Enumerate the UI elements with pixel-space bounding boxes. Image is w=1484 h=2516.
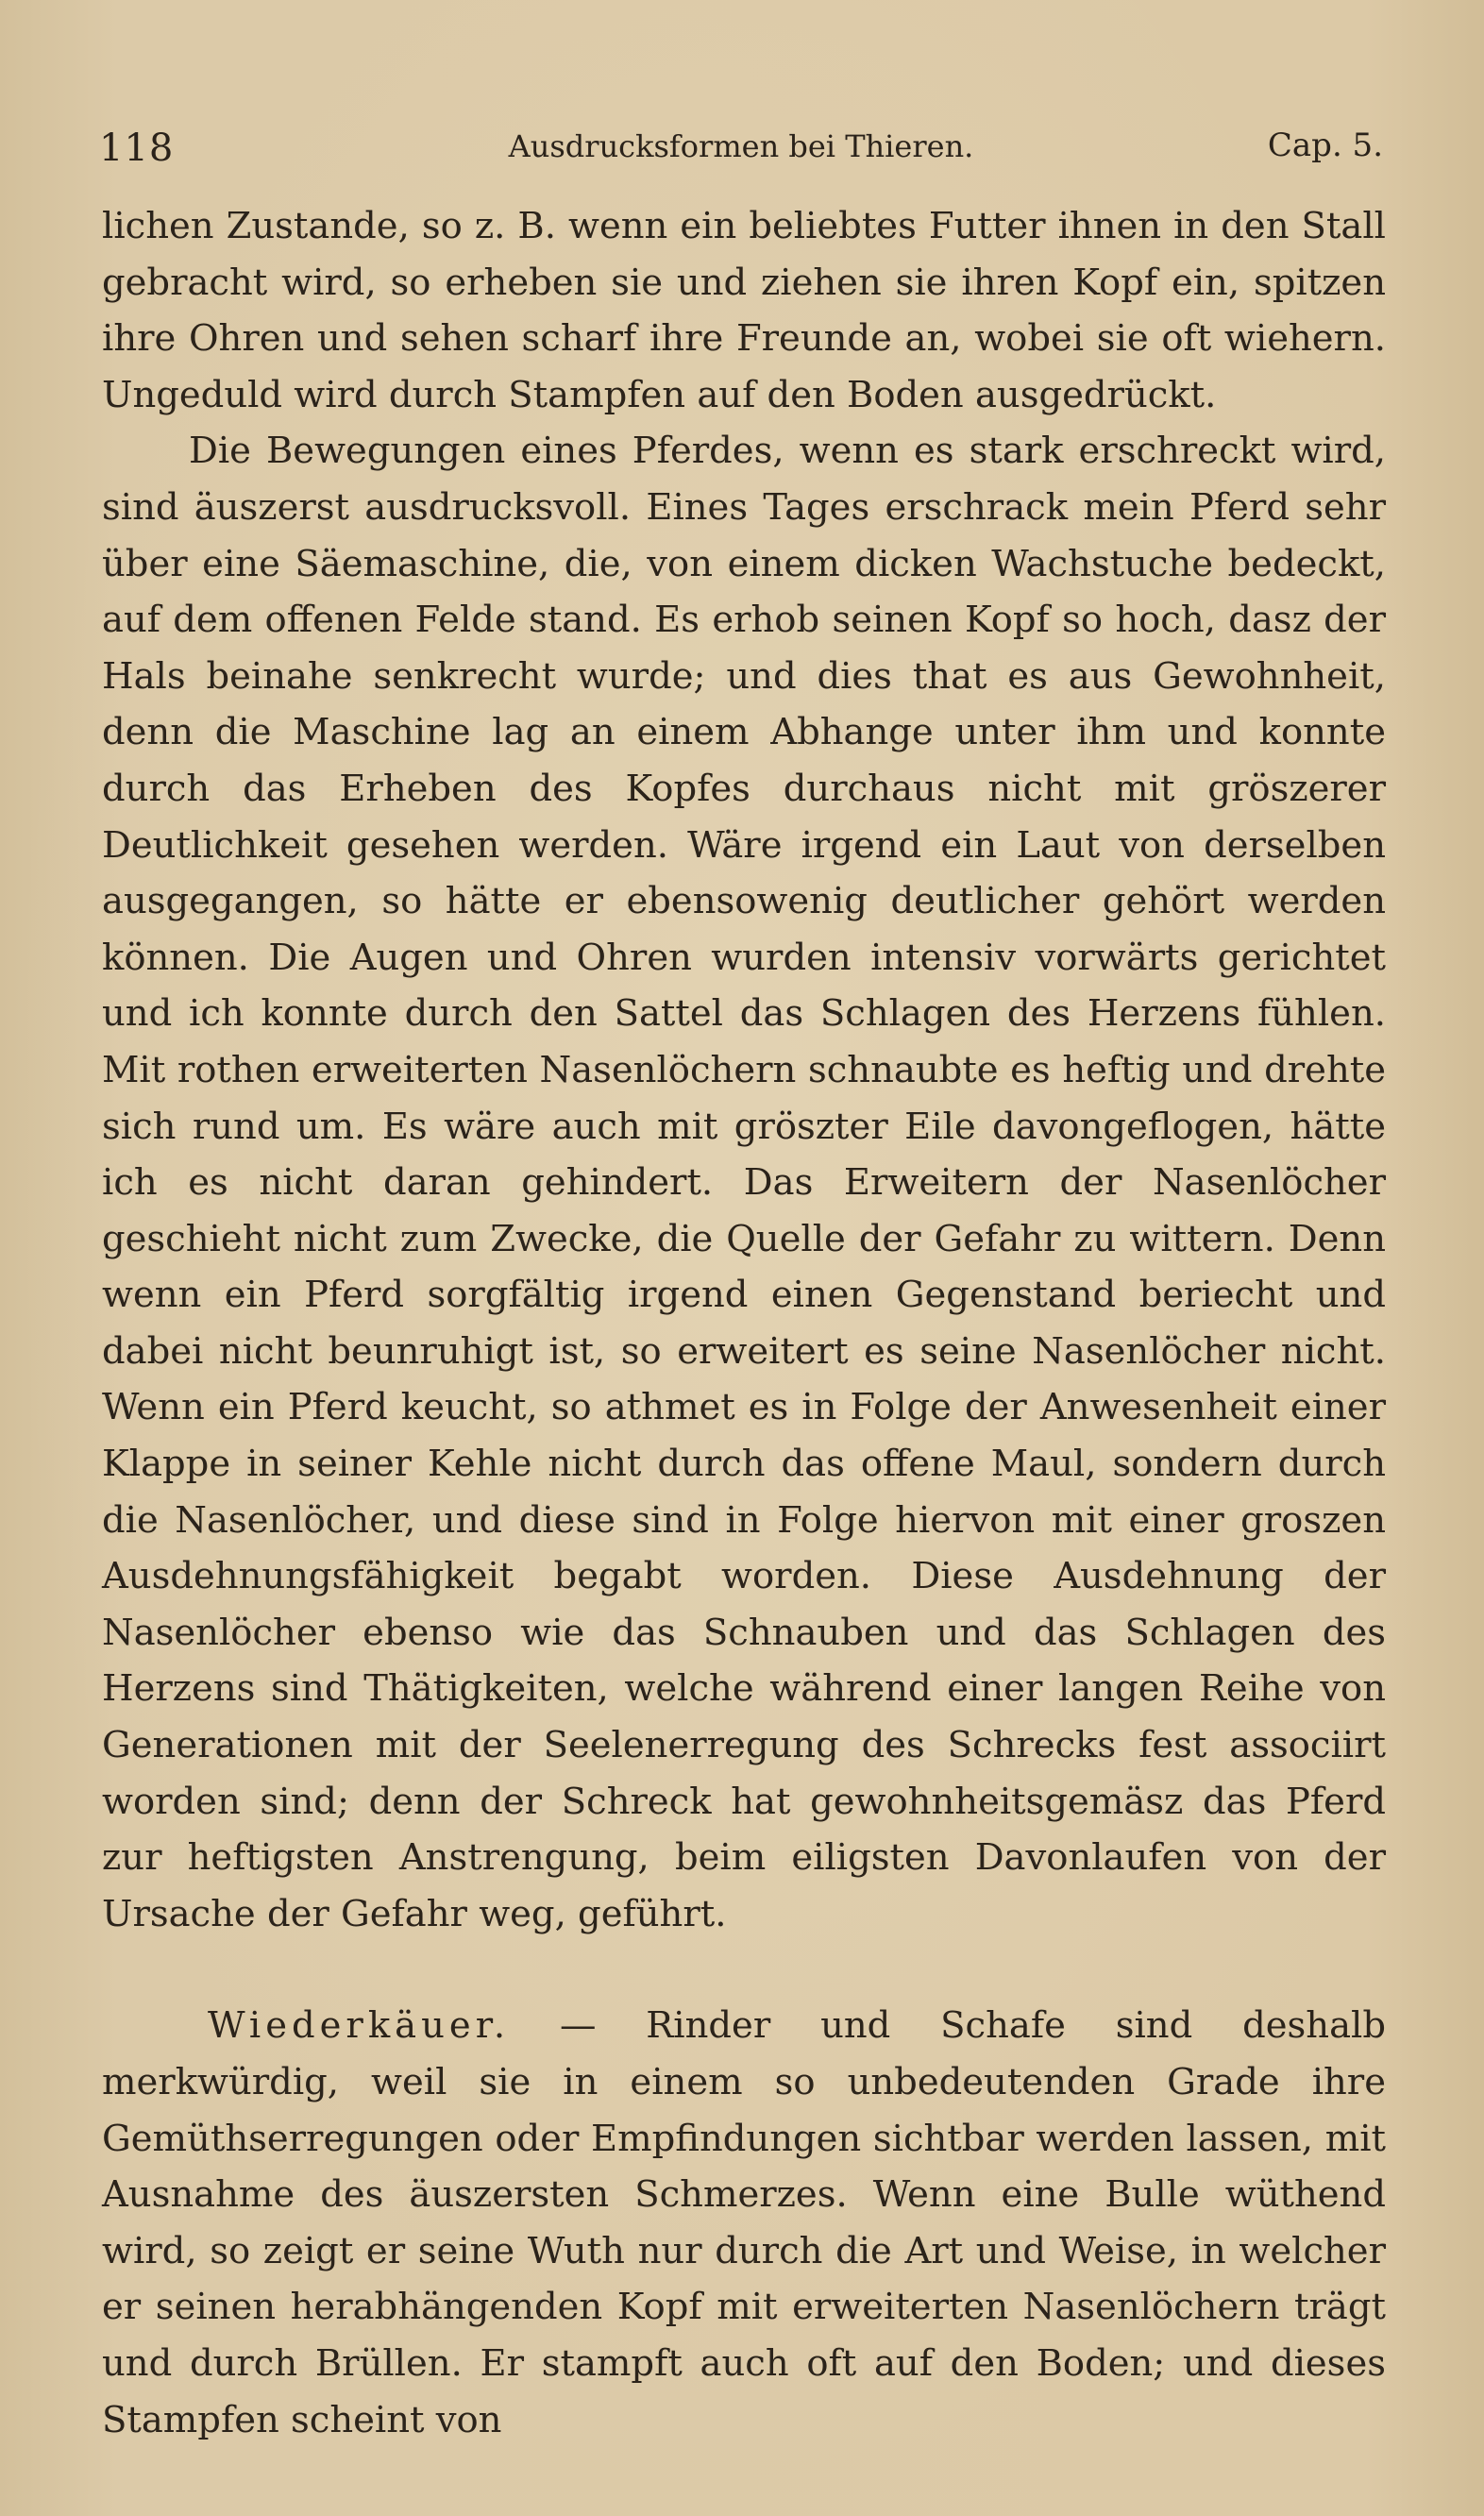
chapter-label: Cap. 5. — [1267, 127, 1383, 164]
section-heading: Wiederkäuer. — [208, 2004, 511, 2048]
paragraph-ruminants — [102, 1998, 1386, 2448]
running-title: Ausdrucksformen bei Thieren. — [508, 128, 974, 164]
page-number: 118 — [99, 127, 175, 170]
paragraph-ruminants-text: — Rinder und Schafe sind deshalb merkwürdig, weil sie in einem so unbedeutenden Grade ihre Gemüthserregungen oder Empfindungen sichtbar werden lassen, mit Ausnahme des äuszersten Schmerzes. Wenn eine Bulle wüthend wird, so zeigt er seine Wuth nur durch die Art und Weise, in welcher er seinen herabhängenden Kopf mit erweiterten Nasenlöchern trägt und durch Brüllen. Er stampft auch oft auf den Boden; und dieses Stampfen scheint von — [102, 2004, 1386, 2441]
paragraph-horse-fright: Die Bewegungen eines Pferdes, wenn es stark erschreckt wird, sind äuszerst ausdrucksvoll. Eines Tages erschrack mein Pferd sehr über eine Säemaschine, die, von einem dicken Wachstuche bedeckt, auf dem offenen Felde stand. Es erhob seinen Kopf so hoch, dasz der Hals beinahe senkrecht wurde; und dies that es aus Gewohnheit, denn die Maschine lag an einem Abhange unter ihm und konnte durch das Erheben des Kopfes durchaus nicht mit gröszerer Deutlichkeit gesehen werden. Wäre irgend ein Laut von derselben ausgegangen, so hätte er ebensowenig deutlicher gehört werden können. Die Augen und Ohren wurden intensiv vorwärts gerichtet und ich konnte durch den Sattel das Schlagen des Herzens fühlen. Mit rothen erweiterten Nasenlöchern schnaubte es heftig und drehte sich rund um. Es wäre auch mit gröszter Eile davongeflogen, hätte ich es nicht daran gehindert. Das Erweitern der Nasenlöcher geschieht nicht zum Zwecke, die Quelle der Gefahr zu wittern. Denn wenn ein Pferd sorgfältig irgend einen Gegenstand beriecht und dabei nicht beunruhigt ist, so erweitert es seine Nasenlöcher nicht. Wenn ein Pferd keucht, so athmet es in Folge der Anwesenheit einer Klappe in seiner Kehle nicht durch das offene Maul, sondern durch die Nasenlöcher, und diese sind in Folge hiervon mit einer groszen Ausdehnungsfähigkeit begabt worden. Diese Ausdehnung der Nasenlöcher ebenso wie das Schnauben und das Schlagen des Herzens sind Thätigkeiten, welche während einer langen Reihe von Generationen mit der Seelenerregung des Schrecks fest associirt worden sind; denn der Schreck hat gewohnheitsgemäsz das Pferd zur heftigsten Anstrengung, beim eiligsten Davonlaufen von der Ursache der Gefahr weg, geführt. — [102, 430, 1386, 1935]
page-header — [99, 123, 1383, 179]
paragraph-continuation: lichen Zustande, so z. B. wenn ein beliebtes Futter ihnen in den Stall gebracht wird, so erheben sie und ziehen sie ihren Kopf ein, spitzen ihre Ohren und sehen scharf ihre Freunde an, wobei sie oft wiehern. Ungeduld wird durch Stampfen auf den Boden ausgedrückt. — [102, 205, 1386, 416]
body-text — [102, 198, 1386, 2448]
